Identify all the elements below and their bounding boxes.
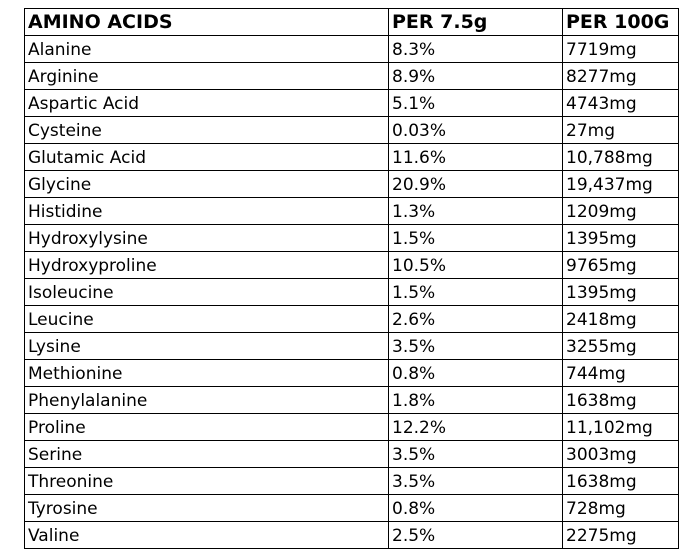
table-row <box>25 522 679 549</box>
per-100g-value: 1395mg <box>563 279 679 306</box>
table-row <box>25 225 679 252</box>
per-serving-value: 1.3% <box>389 198 563 225</box>
per-serving-value: 1.5% <box>389 279 563 306</box>
amino-acid-name: Alanine <box>25 36 389 63</box>
table-row <box>25 63 679 90</box>
amino-acids-table <box>24 8 679 549</box>
per-serving-value: 8.3% <box>389 36 563 63</box>
amino-acid-name: Cysteine <box>25 117 389 144</box>
per-100g-value: 10,788mg <box>563 144 679 171</box>
per-100g-value: 3255mg <box>563 333 679 360</box>
per-serving-value: 1.5% <box>389 225 563 252</box>
amino-acid-name: Hydroxyproline <box>25 252 389 279</box>
table-header <box>25 9 679 36</box>
per-100g-value: 8277mg <box>563 63 679 90</box>
header-amino-acids: AMINO ACIDS <box>25 9 389 36</box>
per-100g-value: 4743mg <box>563 90 679 117</box>
amino-acid-name: Aspartic Acid <box>25 90 389 117</box>
table-row <box>25 306 679 333</box>
per-serving-value: 11.6% <box>389 144 563 171</box>
amino-acid-name: Threonine <box>25 468 389 495</box>
table-row <box>25 495 679 522</box>
per-serving-value: 8.9% <box>389 63 563 90</box>
per-serving-value: 3.5% <box>389 333 563 360</box>
per-serving-value: 3.5% <box>389 441 563 468</box>
per-serving-value: 2.5% <box>389 522 563 549</box>
per-serving-value: 1.8% <box>389 387 563 414</box>
table-row <box>25 117 679 144</box>
amino-acid-name: Methionine <box>25 360 389 387</box>
amino-acid-name: Glycine <box>25 171 389 198</box>
header-row <box>25 9 679 36</box>
per-100g-value: 2418mg <box>563 306 679 333</box>
amino-acid-name: Phenylalanine <box>25 387 389 414</box>
amino-acid-name: Proline <box>25 414 389 441</box>
per-100g-value: 27mg <box>563 117 679 144</box>
per-100g-value: 728mg <box>563 495 679 522</box>
per-100g-value: 1638mg <box>563 468 679 495</box>
per-100g-value: 744mg <box>563 360 679 387</box>
amino-acid-name: Tyrosine <box>25 495 389 522</box>
header-per-serving: PER 7.5g <box>389 9 563 36</box>
per-100g-value: 1638mg <box>563 387 679 414</box>
per-100g-value: 7719mg <box>563 36 679 63</box>
table-row <box>25 252 679 279</box>
per-serving-value: 0.8% <box>389 360 563 387</box>
per-serving-value: 3.5% <box>389 468 563 495</box>
table-row <box>25 468 679 495</box>
per-serving-value: 12.2% <box>389 414 563 441</box>
table-row <box>25 171 679 198</box>
table-row <box>25 441 679 468</box>
per-serving-value: 2.6% <box>389 306 563 333</box>
table-row <box>25 144 679 171</box>
table-row <box>25 360 679 387</box>
per-100g-value: 2275mg <box>563 522 679 549</box>
per-100g-value: 1395mg <box>563 225 679 252</box>
amino-acid-name: Arginine <box>25 63 389 90</box>
table-row <box>25 414 679 441</box>
header-per-100g: PER 100G <box>563 9 679 36</box>
amino-acid-name: Lysine <box>25 333 389 360</box>
table-row <box>25 36 679 63</box>
amino-acid-name: Valine <box>25 522 389 549</box>
per-100g-value: 9765mg <box>563 252 679 279</box>
amino-acid-name: Glutamic Acid <box>25 144 389 171</box>
table-body <box>25 36 679 549</box>
per-serving-value: 20.9% <box>389 171 563 198</box>
per-serving-value: 5.1% <box>389 90 563 117</box>
per-100g-value: 11,102mg <box>563 414 679 441</box>
table-row <box>25 198 679 225</box>
amino-acid-name: Hydroxylysine <box>25 225 389 252</box>
per-100g-value: 19,437mg <box>563 171 679 198</box>
table-row <box>25 279 679 306</box>
per-serving-value: 0.03% <box>389 117 563 144</box>
per-100g-value: 1209mg <box>563 198 679 225</box>
table-row <box>25 333 679 360</box>
per-100g-value: 3003mg <box>563 441 679 468</box>
per-serving-value: 10.5% <box>389 252 563 279</box>
table-row <box>25 90 679 117</box>
table-row <box>25 387 679 414</box>
amino-acid-name: Isoleucine <box>25 279 389 306</box>
per-serving-value: 0.8% <box>389 495 563 522</box>
amino-acid-name: Histidine <box>25 198 389 225</box>
amino-acid-name: Leucine <box>25 306 389 333</box>
amino-acid-name: Serine <box>25 441 389 468</box>
